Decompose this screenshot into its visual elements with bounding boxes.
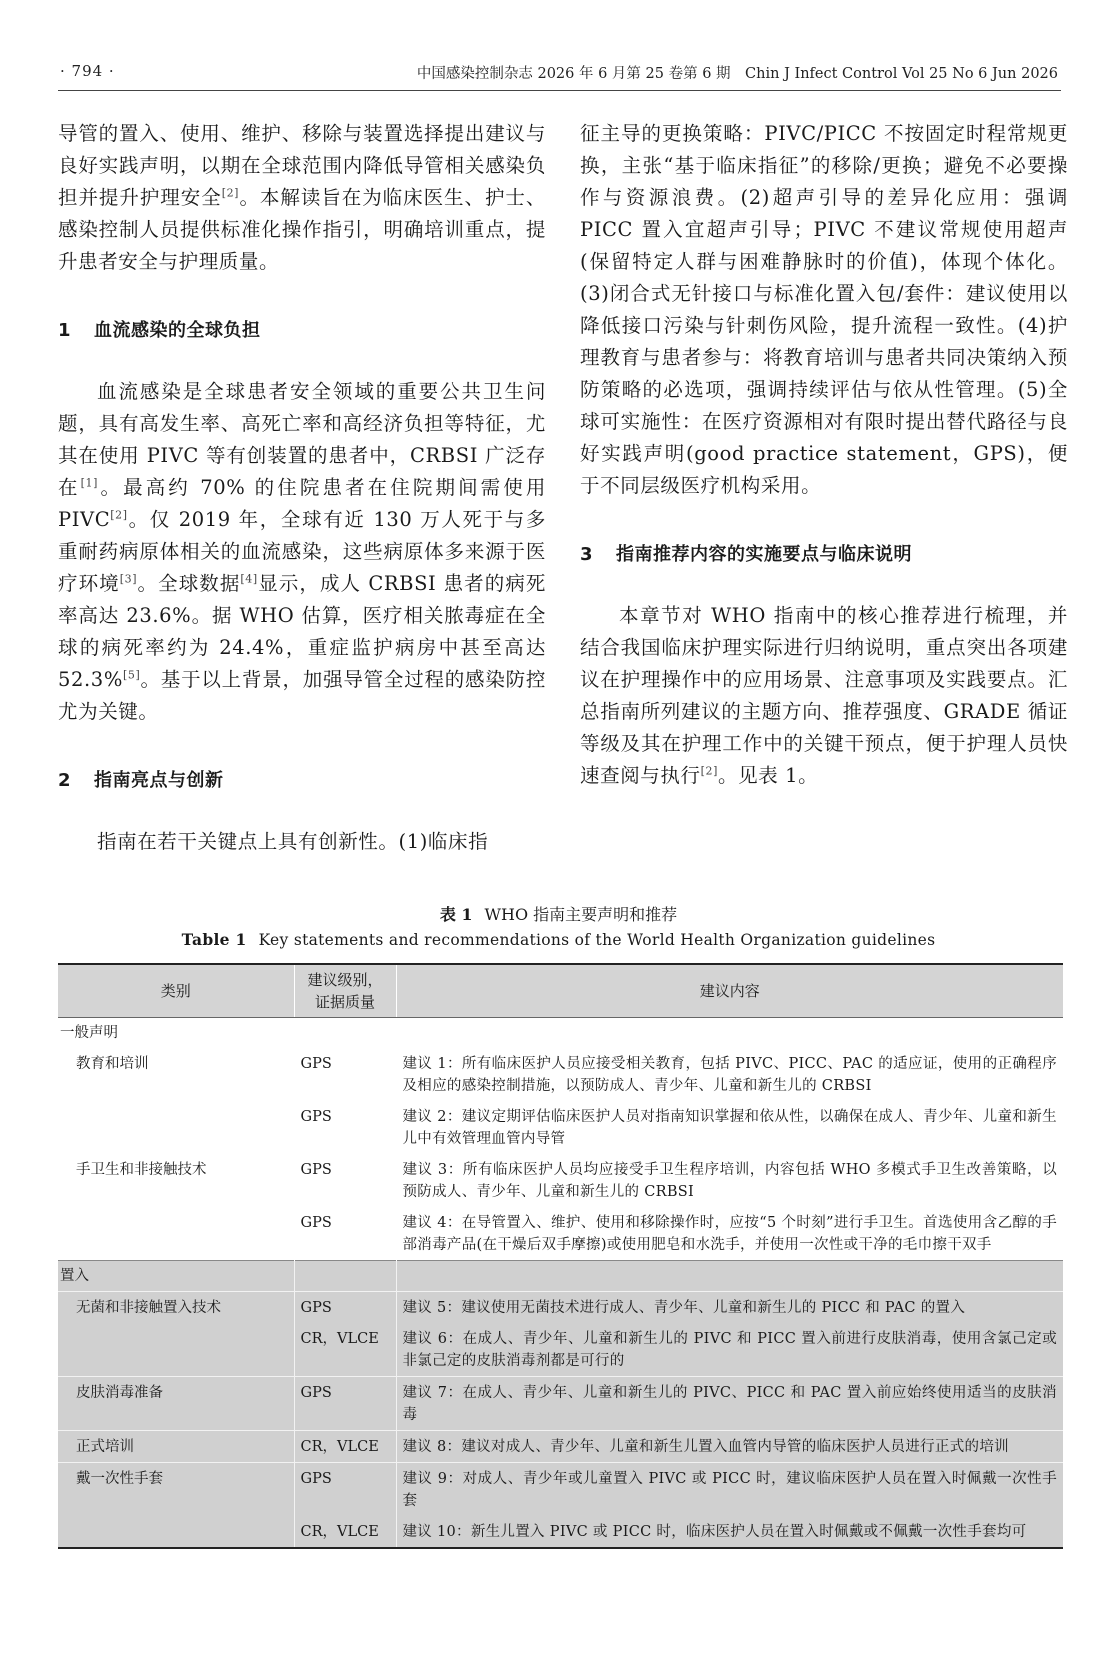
citation-ref: [2] <box>700 764 718 778</box>
section-2-paragraph: 指南在若干关键点上具有创新性。(1)临床指 <box>97 830 489 853</box>
row-grade: GPS <box>294 1048 396 1101</box>
row-content: 建议 3：所有临床医护人员均应接受手卫生程序培训，内容包括 WHO 多模式手卫生改善策略，以预防成人、青少年、儿童和新生儿的 CRBSI <box>402 1162 1057 1200</box>
row-grade: CR，VLCE <box>294 1323 396 1377</box>
table-row <box>58 1323 1063 1377</box>
row-grade: CR，VLCE <box>294 1431 396 1463</box>
header-content: 建议内容 <box>396 964 1063 1018</box>
row-content: 建议 2：建议定期评估临床医护人员对指南知识掌握和依从性，以确保在成人、青少年、儿童和新生儿中有效管理血管内导管 <box>402 1109 1057 1147</box>
table-row <box>58 1048 1063 1101</box>
running-header <box>58 62 1058 86</box>
table-caption-cn: 表 1 WHO 指南主要声明和推荐 <box>439 905 678 924</box>
row-category: 戴一次性手套 <box>58 1463 294 1517</box>
row-content: 建议 9：对成人、青少年或儿童置入 PIVC 或 PICC 时，建议临床医护人员在置入时佩戴一次性手套 <box>396 1463 1063 1517</box>
citation-ref: [3] <box>119 572 138 586</box>
table-row <box>58 1207 1063 1261</box>
table-group-row <box>58 1261 1063 1292</box>
row-content: 建议 10：新生儿置入 PIVC 或 PICC 时，临床医护人员在置入时佩戴或不佩戴一次性手套均可 <box>396 1516 1063 1548</box>
row-category: 正式培训 <box>58 1431 294 1463</box>
table-group-row <box>58 1018 1063 1049</box>
row-category <box>58 1323 294 1377</box>
row-grade: GPS <box>294 1377 396 1431</box>
citation-ref: [5] <box>122 668 141 682</box>
right-column <box>580 118 1068 792</box>
section-2-continued: 征主导的更换策略：PIVC/PICC 不按固定时程常规更换，主张“基于临床指征”的移除/更换；避免不必要操作与资源浪费。(2)超声引导的差异化应用：强调 PICC 置入宜超声引导；PIVC 不建议常规使用超声(保留特定人群与困难静脉时的价值)，体现个体化。(3)闭合式无针接口与标准化置入包/套件：建议使用以降低接口污染与针刺伤风险，提升流程一致性。(4)护理教育与患者参与：将教育培训与患者共同决策纳入预防策略的必选项，强调持续评估与依从性管理。(5)全球可实施性：在医疗资源相对有限时提出替代路径与良好实践声明(good practice statement，GPS)，便于不同层级医疗机构采用。 <box>580 122 1068 497</box>
row-grade: GPS <box>294 1463 396 1517</box>
header-grade: 建议级别， 证据质量 <box>294 964 396 1018</box>
header-category: 类别 <box>58 964 294 1018</box>
row-content: 建议 5：建议使用无菌技术进行成人、青少年、儿童和新生儿的 PICC 和 PAC 的置入 <box>396 1292 1063 1324</box>
row-grade: GPS <box>294 1292 396 1324</box>
section-3-paragraph: 本章节对 WHO 指南中的核心推荐进行梳理，并结合我国临床护理实际进行归纳说明，重点突出各项建议在护理操作中的应用场景、注意事项及实践要点。汇总指南所列建议的主题方向、推荐强度、GRADE 循证等级及其在护理工作中的关键干预点，便于护理人员快速查阅与执行[2]。见表 1。 <box>580 604 1068 787</box>
section-3-heading: 3 指南推荐内容的实施要点与临床说明 <box>580 544 912 565</box>
row-category <box>58 1101 294 1154</box>
table-row <box>58 1516 1063 1548</box>
row-content: 建议 7：在成人、青少年、儿童和新生儿的 PIVC、PICC 和 PAC 置入前应始终使用适当的皮肤消毒 <box>396 1377 1063 1431</box>
section-1-heading: 1 血流感染的全球负担 <box>58 320 261 341</box>
row-grade: GPS <box>294 1154 396 1207</box>
row-grade: GPS <box>294 1207 396 1261</box>
table-body <box>58 1018 1063 1549</box>
group-label: 置入 <box>58 1261 294 1292</box>
table-header-row <box>58 964 1063 1018</box>
row-grade: GPS <box>294 1101 396 1154</box>
group-label: 一般声明 <box>60 1025 118 1041</box>
citation-ref: [2] <box>110 508 128 522</box>
table-row <box>58 1431 1063 1463</box>
table-row <box>58 1154 1063 1207</box>
left-column <box>58 118 546 858</box>
row-content: 建议 6：在成人、青少年、儿童和新生儿的 PIVC 和 PICC 置入前进行皮肤消毒，使用含氯己定或非氯己定的皮肤消毒剂都是可行的 <box>396 1323 1063 1377</box>
row-content: 建议 8：建议对成人、青少年、儿童和新生儿置入血管内导管的临床医护人员进行正式的培训 <box>396 1431 1063 1463</box>
row-category <box>58 1207 294 1261</box>
table-caption-en: Table 1 Key statements and recommendations of the World Health Organization guidelines <box>181 930 936 949</box>
page-number: · 794 · <box>60 62 115 80</box>
row-content: 建议 1：所有临床医护人员应接受相关教育，包括 PIVC、PICC、PAC 的适应证，使用的正确程序及相应的感染控制措施，以预防成人、青少年、儿童和新生儿的 CRBSI <box>402 1056 1057 1094</box>
row-category: 无菌和非接触置入技术 <box>58 1292 294 1324</box>
table-row <box>58 1377 1063 1431</box>
journal-citation: 中国感染控制杂志 2026 年 6 月第 25 卷第 6 期 Chin J Infect Control Vol 25 No 6 Jun 2026 <box>416 66 1058 82</box>
row-category: 手卫生和非接触技术 <box>76 1162 207 1178</box>
row-category: 皮肤消毒准备 <box>58 1377 294 1431</box>
intro-paragraph: 导管的置入、使用、维护、移除与装置选择提出建议与良好实践声明，以期在全球范围内降低导管相关感染负担并提升护理安全[2]。本解读旨在为临床医生、护士、感染控制人员提供标准化操作指引，明确培训重点，提升患者安全与护理质量。 <box>58 122 546 273</box>
section-2-heading: 2 指南亮点与创新 <box>58 770 224 791</box>
row-category: 教育和培训 <box>76 1056 149 1072</box>
citation-ref: [4] <box>240 572 258 586</box>
row-grade: CR，VLCE <box>294 1516 396 1548</box>
header-rule <box>58 90 1061 91</box>
table-row <box>58 1463 1063 1517</box>
section-1-paragraph: 血流感染是全球患者安全领域的重要公共卫生问题，具有高发生率、高死亡率和高经济负担等特征，尤其在使用 PIVC 等有创装置的患者中，CRBSI 广泛存在[1]。最高约 70% 的住院患者在住院期间需使用 PIVC[2]。仅 2019 年，全球有近 130 万人死于与多重耐药病原体相关的血流感染，这些病原体多来源于医疗环境[3]。全球数据[4]显示，成人 CRBSI 患者的病死率高达 23.6%。据 WHO 估算，医疗相关脓毒症在全球的病死率约为 24.4%，重症监护病房中甚至高达 52.3%[5]。基于以上背景，加强导管全过程的感染防控尤为关键。 <box>58 380 546 723</box>
table-row <box>58 1292 1063 1324</box>
table-row <box>58 1101 1063 1154</box>
row-content: 建议 4：在导管置入、维护、使用和移除操作时，应按“5 个时刻”进行手卫生。首选使用含乙醇的手部消毒产品(在干燥后双手摩擦)或使用肥皂和水洗手，并使用一次性或干净的毛巾擦干双手 <box>402 1215 1057 1253</box>
recommendations-table <box>58 963 1063 1549</box>
citation-ref: [1] <box>80 476 98 490</box>
row-category <box>58 1516 294 1548</box>
citation-ref: [2] <box>221 186 240 200</box>
